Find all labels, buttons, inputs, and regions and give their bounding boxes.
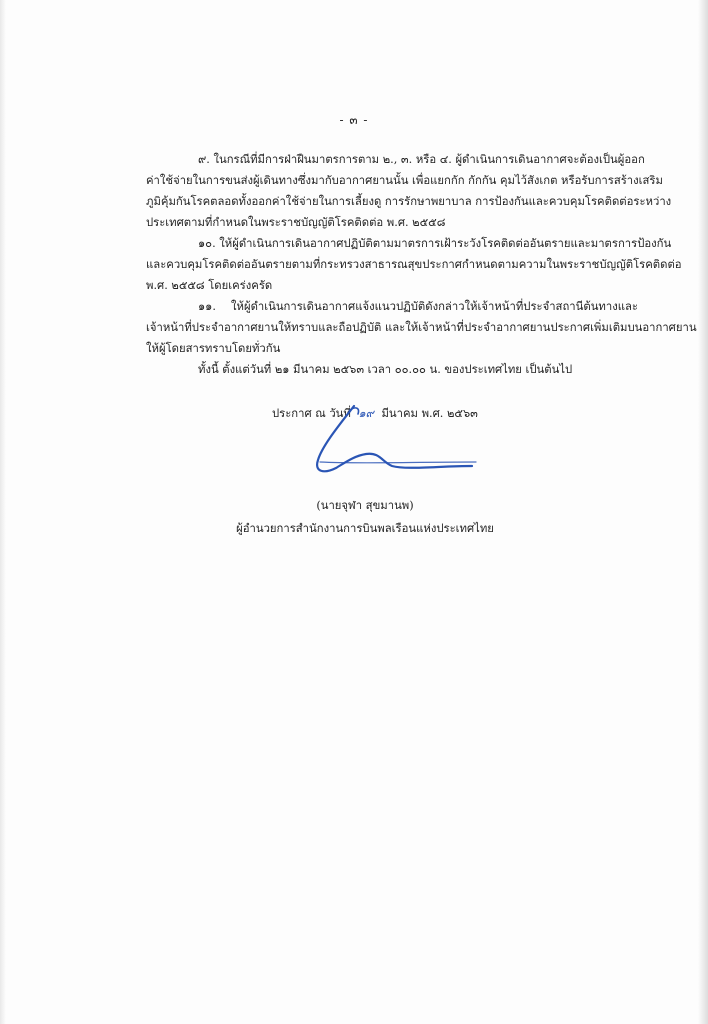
clause-9-line-4: ประเทศตามที่กำหนดในพระราชบัญญัติโรคติดต่อ พ.ศ. ๒๕๕๘ [146,216,446,229]
handwritten-signature [300,396,480,486]
signatory-name [0,499,708,513]
clause-9-line-1: ๙. ในกรณีที่มีการฝ่าฝืนมาตรการตาม ๒., ๓. หรือ ๔. ผู้ดำเนินการเดินอากาศจะต้องเป็นผู้ออก [198,153,645,166]
clause-10-line-3: พ.ศ. ๒๕๕๘ โดยเคร่งครัด [146,279,273,292]
effective-date-statement: ทั้งนี้ ตั้งแต่วันที่ ๒๑ มีนาคม ๒๕๖๓ เวลา ๐๐.๐๐ น. ของประเทศไทย เป็นต้นไป [198,363,573,376]
announcement-date-prefix: ประกาศ ณ วันที่ [272,407,351,420]
signatory-name-text: (นายจุฬา สุขมานพ) [316,499,414,512]
clause-11-line-1: ๑๑. ให้ผู้ดำเนินการเดินอากาศแจ้งแนวปฏิบัติดังกล่าวให้เจ้าหน้าที่ประจำสถานีต้นทางและ [198,300,638,313]
announcement-date-day: ๑๙ [358,407,374,420]
clause-11-line-3: ให้ผู้โดยสารทราบโดยทั่วกัน [146,342,281,355]
clause-11-line-2: เจ้าหน้าที่ประจำอากาศยานให้ทราบและถือปฏิบัติ และให้เจ้าหน้าที่ประจำอากาศยานประกาศเพิ่มเติมบนอากาศยาน [146,321,697,334]
page-number: - ๓ - [339,113,369,127]
signatory-title-text: ผู้อำนวยการสำนักงานการบินพลเรือนแห่งประเทศไทย [236,522,494,535]
clause-9-line-2: ค่าใช้จ่ายในการขนส่งผู้เดินทางซึ่งมากับอากาศยานนั้น เพื่อแยกกัก กักกัน คุมไว้สังเกต หรือรับการสร้างเสริม [146,174,663,187]
announcement-date-suffix: มีนาคม พ.ศ. ๒๕๖๓ [381,407,478,420]
clause-10-line-1: ๑๐. ให้ผู้ดำเนินการเดินอากาศปฏิบัติตามมาตรการเฝ้าระวังโรคติดต่ออันตรายและมาตรการป้องกัน [198,237,672,250]
signatory-title [0,522,708,536]
clause-9-line-3: ภูมิคุ้มกันโรคตลอดทั้งออกค่าใช้จ่ายในการเลี้ยงดู การรักษาพยาบาล การป้องกันและควบคุมโรคติดต่อระหว่าง [146,195,672,208]
clause-10-line-2: และควบคุมโรคติดต่ออันตรายตามที่กระทรวงสาธารณสุขประกาศกำหนดตามความในพระราชบัญญัติโรคติดต่อ [146,258,682,271]
